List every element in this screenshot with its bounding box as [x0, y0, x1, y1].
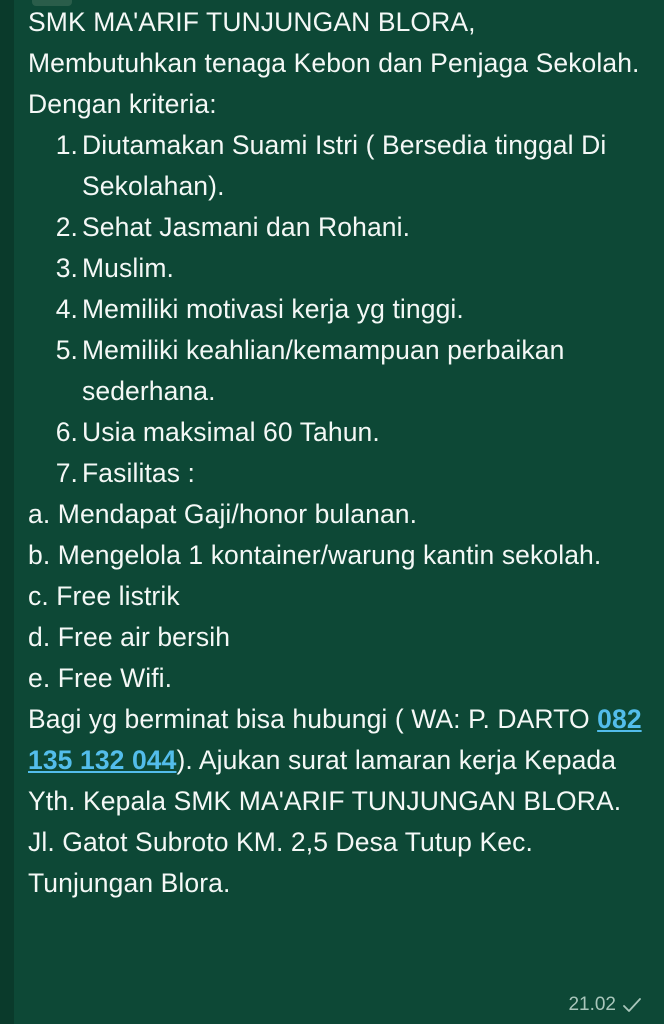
list-item [28, 125, 650, 207]
message-closing [28, 699, 650, 904]
bubble-tail [32, 0, 72, 6]
list-item [28, 412, 650, 453]
list-item-label: Diutamakan Suami Istri ( Bersedia tinggal Di Sekolahan). [82, 130, 607, 201]
message-body [28, 2, 650, 904]
list-item-label: Fasilitas : [82, 458, 196, 488]
message-meta [568, 994, 642, 1016]
list-item-number: 6. [55, 417, 78, 447]
list-item: d. Free air bersih [28, 622, 231, 652]
list-item-number: 1. [55, 130, 78, 160]
list-item: b. Mengelola 1 kontainer/warung kantin sekolah. [28, 540, 602, 570]
message-intro: SMK MA'ARIF TUNJUNGAN BLORA, Membutuhkan tenaga Kebon dan Penjaga Sekolah. Dengan kriteria: [28, 7, 640, 119]
list-item-number: 5. [55, 335, 78, 365]
list-item [28, 330, 650, 412]
list-item-number: 2. [55, 212, 78, 242]
list-item [28, 248, 650, 289]
list-item [28, 453, 650, 494]
list-item-number: 4. [55, 294, 78, 324]
list-item [28, 289, 650, 330]
list-item: a. Mendapat Gaji/honor bulanan. [28, 499, 418, 529]
list-item-number: 3. [55, 253, 78, 283]
facilities-list [28, 494, 650, 699]
list-item: c. Free listrik [28, 581, 180, 611]
single-check-icon [622, 995, 642, 1015]
list-item-label: Sehat Jasmani dan Rohani. [82, 212, 411, 242]
list-item-label: Muslim. [82, 253, 174, 283]
closing-text-after-link: ). Ajukan surat lamaran kerja Kepada Yth. Kepala SMK MA'ARIF TUNJUNGAN BLORA. Jl. Gatot Subroto KM. 2,5 Desa Tutup Kec. Tunjungan Blora. [28, 745, 622, 898]
criteria-list [28, 125, 650, 494]
phone-number-link[interactable]: 082 135 132 044 [28, 704, 642, 775]
message-timestamp: 21.02 [568, 994, 616, 1015]
list-item [28, 207, 650, 248]
screen-edge-strip [0, 0, 14, 1024]
closing-text-before-link: Bagi yg berminat bisa hubungi ( WA: P. DARTO [28, 704, 598, 734]
list-item: e. Free Wifi. [28, 663, 173, 693]
message-bubble[interactable] [14, 0, 664, 1024]
list-item-label: Memiliki keahlian/kemampuan perbaikan sederhana. [82, 335, 565, 406]
list-item-number: 7. [55, 458, 78, 488]
list-item-label: Memiliki motivasi kerja yg tinggi. [82, 294, 464, 324]
list-item-label: Usia maksimal 60 Tahun. [82, 417, 380, 447]
